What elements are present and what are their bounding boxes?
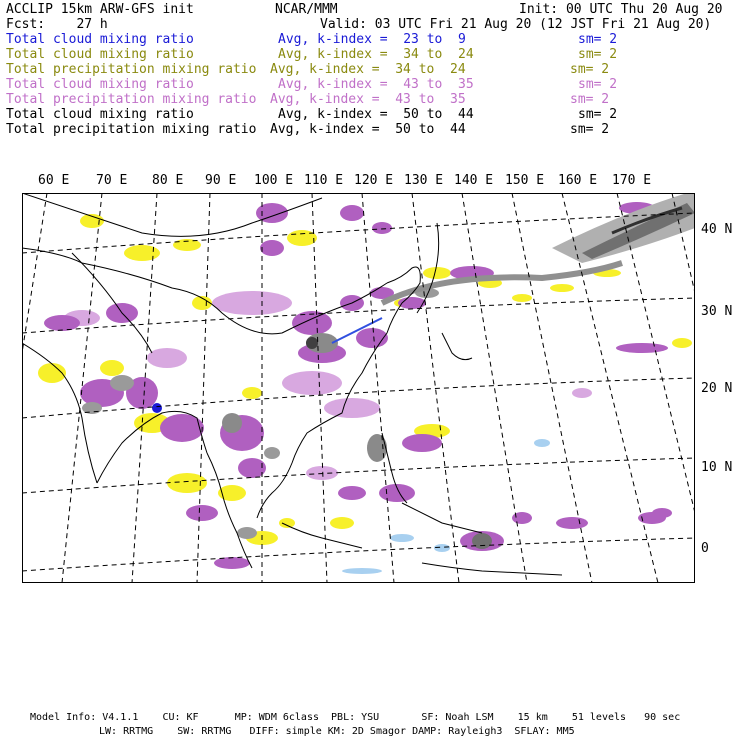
legend-sm-3: sm= 2 <box>570 62 610 77</box>
lon-label-150e: 150 E <box>505 173 545 188</box>
forecast-hour: Fcst: 27 h <box>6 17 108 32</box>
lon-label-120e: 120 E <box>354 173 394 188</box>
legend-avg-3: Avg, k-index = 34 to 24 <box>270 62 466 77</box>
legend-sm-7: sm= 2 <box>570 122 610 137</box>
legend-avg-5: Avg, k-index = 43 to 35 <box>270 92 466 107</box>
legend-avg-4: Avg, k-index = 43 to 35 <box>278 77 474 92</box>
legend-field-4: Total cloud mixing ratio <box>6 77 194 92</box>
lon-label-160e: 160 E <box>558 173 598 188</box>
valid-time: Valid: 03 UTC Fri 21 Aug 20 (12 JST Fri 21 Aug 20) <box>320 17 712 32</box>
model-info-line-1: Model Info: V4.1.1 CU: KF MP: WDM 6class PBL: YSU SF: Noah LSM 15 km 51 levels 90 sec <box>30 712 681 723</box>
lon-label-130e: 130 E <box>404 173 444 188</box>
legend-avg-2: Avg, k-index = 34 to 24 <box>278 47 474 62</box>
lon-label-110e: 110 E <box>304 173 344 188</box>
legend-field-3: Total precipitation mixing ratio <box>6 62 257 77</box>
lat-label-30n: 30 N <box>701 304 733 319</box>
lon-label-100e: 100 E <box>254 173 294 188</box>
legend-avg-6: Avg, k-index = 50 to 44 <box>278 107 474 122</box>
lat-label-20n: 20 N <box>701 381 733 396</box>
legend-field-6: Total cloud mixing ratio <box>6 107 194 122</box>
lon-label-90e: 90 E <box>205 173 237 188</box>
legend-sm-5: sm= 2 <box>570 92 610 107</box>
model-info-line-2: LW: RRTMG SW: RRTMG DIFF: simple KM: 2D Smagor DAMP: Rayleigh3 SFLAY: MM5 <box>99 726 575 737</box>
legend-field-1: Total cloud mixing ratio <box>6 32 194 47</box>
legend-field-7: Total precipitation mixing ratio <box>6 122 257 137</box>
lon-label-80e: 80 E <box>152 173 184 188</box>
model-title: ACCLIP 15km ARW-GFS init <box>6 2 194 17</box>
org-title: NCAR/MMM <box>275 2 338 17</box>
lat-label-0: 0 <box>701 541 709 556</box>
lat-label-10n: 10 N <box>701 460 733 475</box>
legend-avg-1: Avg, k-index = 23 to 9 <box>278 32 466 47</box>
init-time: Init: 00 UTC Thu 20 Aug 20 <box>519 2 723 17</box>
lat-label-40n: 40 N <box>701 222 733 237</box>
lon-label-70e: 70 E <box>96 173 128 188</box>
legend-sm-2: sm= 2 <box>578 47 618 62</box>
lon-label-170e: 170 E <box>612 173 652 188</box>
legend-field-5: Total precipitation mixing ratio <box>6 92 257 107</box>
cloud-mixing-ratio-map <box>22 193 695 583</box>
legend-sm-1: sm= 2 <box>578 32 618 47</box>
legend-field-2: Total cloud mixing ratio <box>6 47 194 62</box>
lon-label-60e: 60 E <box>38 173 70 188</box>
lon-label-140e: 140 E <box>454 173 494 188</box>
legend-avg-7: Avg, k-index = 50 to 44 <box>270 122 466 137</box>
legend-sm-4: sm= 2 <box>578 77 618 92</box>
legend-sm-6: sm= 2 <box>578 107 618 122</box>
